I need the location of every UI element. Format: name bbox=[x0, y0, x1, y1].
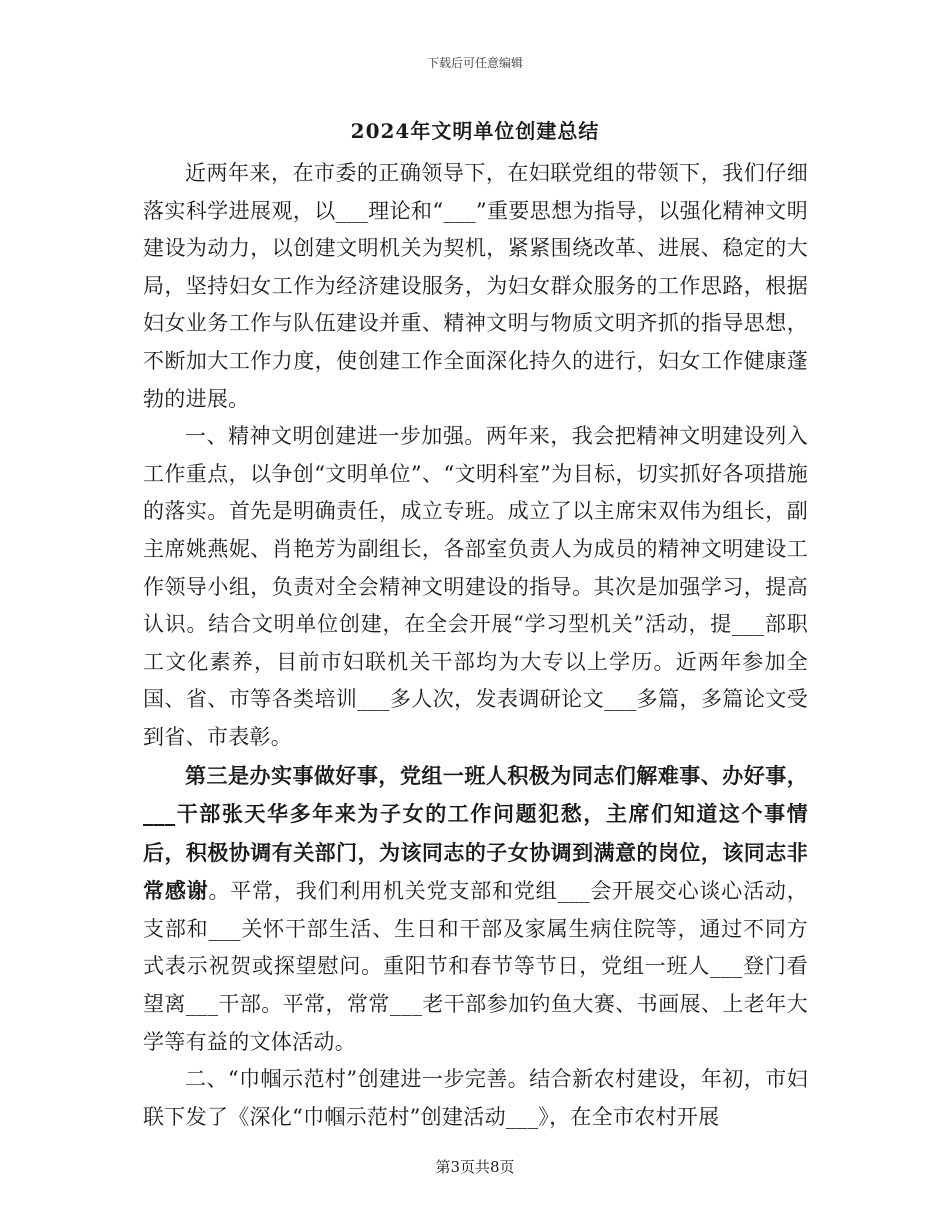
document-title: 2024年文明单位创建总结 bbox=[350, 119, 600, 143]
document-body bbox=[143, 155, 808, 1136]
paragraph-section-one: 一、精神文明创建进一步加强。两年来，我会把精神文明建设列入工作重点，以争创“文明单位”、“文明科室”为目标，切实抓好各项措施的落实。首先是明确责任，成立专班。成立了以主席宋双伟为组长，副主席姚燕妮、肖艳芳为副组长，各部室负责人为成员的精神文明建设工作领导小组，负责对全会精神文明建设的指导。其次是加强学习，提高认识。结合文明单位创建，在全会开展“学习型机关”活动，提___部职工文化素养，目前市妇联机关干部均为大专以上学历。近两年参加全国、省、市等各类培训___多人次，发表调研论文___多篇，多篇论文受到省、市表彰。 bbox=[143, 424, 808, 749]
page-footer-pager: 第3页共8页 bbox=[435, 1158, 515, 1176]
paragraph-section-two: 二、“巾帼示范村”创建进一步完善。结合新农村建设，年初，市妇联下发了《深化“巾帼示范村”创建活动___》，在全市农村开展 bbox=[143, 1067, 808, 1129]
paragraph-third-point-bold: 第三是办实事做好事，党组一班人积极为同志们解难事、办好事，___干部张天华多年来为子女的工作问题犯愁，主席们知道这个事情后，积极协调有关部门，为该同志的子女协调到满意的岗位，该同志非常感谢 bbox=[143, 762, 808, 904]
paragraph-third-point bbox=[143, 757, 808, 1062]
paragraph-third-point-rest: 。平常，我们利用机关党支部和党组___会开展交心谈心活动，支部和___关怀干部生活、生日和干部及家属生病住院等，通过不同方式表示祝贺或探望慰问。重阳节和春节等节日，党组一班人___登门看望离___干部。平常，常常___老干部参加钓鱼大赛、书画展、上老年大学等有益的文体活动。 bbox=[143, 879, 809, 1054]
page-header-note: 下载后可任意编辑 bbox=[426, 56, 523, 70]
paragraph-intro: 近两年来，在市委的正确领导下，在妇联党组的带领下，我们仔细落实科学进展观，以___理论和“___”重要思想为指导，以强化精神文明建设为动力，以创建文明机关为契机，紧紧围绕改革、进展、稳定的大局，坚持妇女工作为经济建设服务，为妇女群众服务的工作思路，根据妇女业务工作与队伍建设并重、精神文明与物质文明齐抓的指导思想，不断加大工作力度，使创建工作全面深化持久的进行，妇女工作健康蓬勃的进展。 bbox=[143, 161, 808, 411]
